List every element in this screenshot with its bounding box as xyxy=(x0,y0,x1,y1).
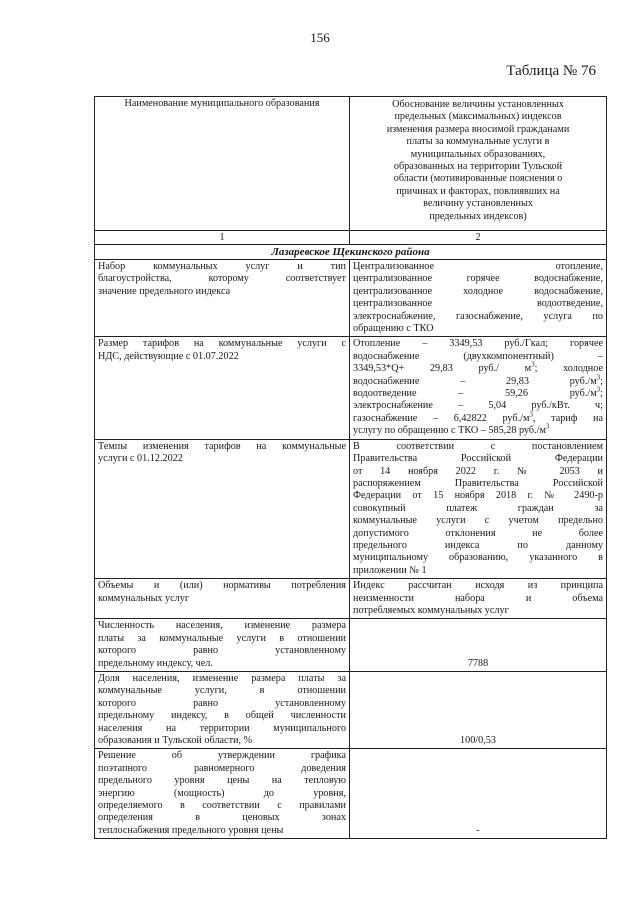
cell-right xyxy=(350,337,607,439)
header-col1 xyxy=(95,97,350,231)
decision-row xyxy=(95,749,607,839)
cell-line: электроснабжение, газоснабжение, услуга по xyxy=(353,310,603,322)
cell-line: поэтапного равномерного доведения xyxy=(98,762,346,774)
cell-line: Федерации от 15 ноября 2018 г. № 2490-р xyxy=(353,490,603,502)
cell-line: Индекс рассчитан исходя из принципа xyxy=(353,580,603,592)
cell-line: водоснабжение – 29,83 $руб./м^3$; xyxy=(353,373,603,387)
cell-line: определяемого в соответствии с правилами xyxy=(98,800,346,812)
cell-right xyxy=(350,260,607,337)
cell-line: обращению с ТКО xyxy=(353,323,434,335)
cell-left xyxy=(95,579,350,619)
column-number-1: 1 xyxy=(95,231,350,245)
cell-line: энергию (мощность) до уровня, xyxy=(98,787,346,799)
cell-line: предельному индексу, чел. xyxy=(98,657,213,669)
justification-table xyxy=(94,96,607,839)
region-row xyxy=(95,245,607,260)
cell-right-value: - xyxy=(350,749,607,839)
header-col2-line: причинах и факторах, повлиявших на xyxy=(396,185,560,197)
cell-line: приложении № 1 xyxy=(353,564,427,576)
cell-line: централизованное водоотведение, xyxy=(353,298,603,310)
tariffs-row xyxy=(95,337,607,439)
cell-line: от 14 ноября 2022 г. № 2053 и xyxy=(353,465,603,477)
cell-left xyxy=(95,337,350,439)
page-number: 156 xyxy=(310,30,330,45)
column-number-row xyxy=(95,231,607,245)
cell-line: коммунальные услуги, в отношении xyxy=(98,685,346,697)
cell-line: населения на территории муниципального xyxy=(98,722,346,734)
header-col2-line: Обоснование величины установленных xyxy=(392,99,564,110)
cell-line: Размер тарифов на коммунальные услуги с xyxy=(98,338,346,350)
cell-line: Набор коммунальных услуг и тип xyxy=(98,261,346,272)
column-number-2: 2 xyxy=(350,231,607,245)
cell-line: централизованное горячее водоснабжение, xyxy=(353,273,603,285)
cell-line: значение предельного индекса xyxy=(98,285,231,297)
cell-line: предельному индексу, в общей численности xyxy=(98,710,346,722)
population-row xyxy=(95,619,607,672)
cell-line: предельного уровня цены на тепловую xyxy=(98,775,346,787)
cell-left xyxy=(95,619,350,672)
table-title: Таблица № 76 xyxy=(506,63,596,79)
cell-line: Отопление – 3349,53 руб./Гкал; горячее xyxy=(353,338,603,350)
services-set-row xyxy=(95,260,607,337)
tariff-change-row xyxy=(95,439,607,578)
cell-line: услуги с 01.12.2022 xyxy=(98,453,183,465)
header-col2-line: муниципальных образованиях, xyxy=(410,148,546,160)
cell-line: водоснабжение (двухкомпонентный) – xyxy=(353,350,603,362)
cell-right-value: 100/0,53 xyxy=(350,672,607,749)
cell-line: НДС, действующие с 01.07.2022 xyxy=(98,350,239,362)
cell-line: муниципальному образованию, указанного в xyxy=(353,552,603,564)
header-col2-line: предельных (максимальных) индексов xyxy=(394,111,562,123)
cell-line: неизменности набора и объема xyxy=(353,592,603,604)
cell-line: коммунальных услуг xyxy=(98,592,190,604)
cell-line: платы за коммунальные услуги в отношении xyxy=(98,632,346,644)
cell-left xyxy=(95,439,350,578)
header-col2-line: образованных на территории Тульской xyxy=(393,161,563,173)
cell-line: которого равно установленному xyxy=(98,645,346,657)
cell-left xyxy=(95,672,350,749)
cell-line: Решение об утверждении графика xyxy=(98,750,346,762)
population-share-row xyxy=(95,672,607,749)
cell-right xyxy=(350,439,607,578)
cell-line: Объемы и (или) нормативы потребления xyxy=(98,580,346,592)
header-col2-line: платы за коммунальные услуги в xyxy=(406,136,550,148)
cell-line: централизованное холодное водоснабжение, xyxy=(353,285,603,297)
cell-line: совокупный платеж граждан за xyxy=(353,502,603,514)
cell-line: Централизованное отопление, xyxy=(353,261,603,272)
cell-line: распоряжением Правительства Российской xyxy=(353,477,603,489)
cell-line: водоотведение – 59,26 $руб./м^3$; xyxy=(353,385,603,400)
header-row xyxy=(95,97,607,231)
cell-line: предельного индекса по данному xyxy=(353,539,603,551)
cell-line: благоустройства, которому соответствует xyxy=(98,273,346,285)
cell-line: газоснабжение – 6,42822 $руб./м^3$, тариф на xyxy=(353,410,603,424)
cell-line: образования и Тульской области, % xyxy=(98,735,253,747)
cell-left xyxy=(95,749,350,839)
cell-line: теплоснабжения предельного уровня цены xyxy=(98,824,284,836)
header-col2-line: изменения размера вносимой гражданами xyxy=(386,123,570,135)
cell-line: которого равно установленному xyxy=(98,697,346,709)
header-col1-text: Наименование муниципального образования xyxy=(124,98,320,109)
header-col2 xyxy=(350,97,607,231)
consumption-volume-row xyxy=(95,579,607,619)
header-col2-line: предельных индексов) xyxy=(429,210,527,222)
header-col2-line: величину установленных xyxy=(423,198,533,210)
cell-line: Темпы изменения тарифов на коммунальные xyxy=(98,440,346,452)
cell-right xyxy=(350,579,607,619)
cell-line: электроснабжение – 5,04 руб./кВт. ч; xyxy=(353,400,603,412)
cell-line: определения в ценовых зонах xyxy=(98,812,346,824)
region-name: Лазаревское Щекинского района xyxy=(95,245,607,260)
cell-line: допустимого отклонения не более xyxy=(353,527,603,539)
header-col2-line: области (мотивированные пояснения о xyxy=(393,173,563,185)
cell-line: Доля населения, изменение размера платы за xyxy=(98,673,346,684)
cell-line: услугу по обращению с ТКО – 585,28 $руб./м^3$ xyxy=(353,422,550,437)
cell-line: Правительства Российской Федерации xyxy=(353,453,603,465)
cell-line: потребляемых коммунальных услуг xyxy=(353,604,509,616)
cell-right-value: 7788 xyxy=(350,619,607,672)
cell-line: 3349,53*Q+ 29,83 руб./ $м^3$; холодное xyxy=(353,360,603,375)
cell-line: В соответствии с постановлением xyxy=(353,440,603,452)
cell-line: Численность населения, изменение размера xyxy=(98,620,346,632)
cell-line: коммунальные услуги с учетом предельно xyxy=(353,515,603,527)
cell-left xyxy=(95,260,350,337)
